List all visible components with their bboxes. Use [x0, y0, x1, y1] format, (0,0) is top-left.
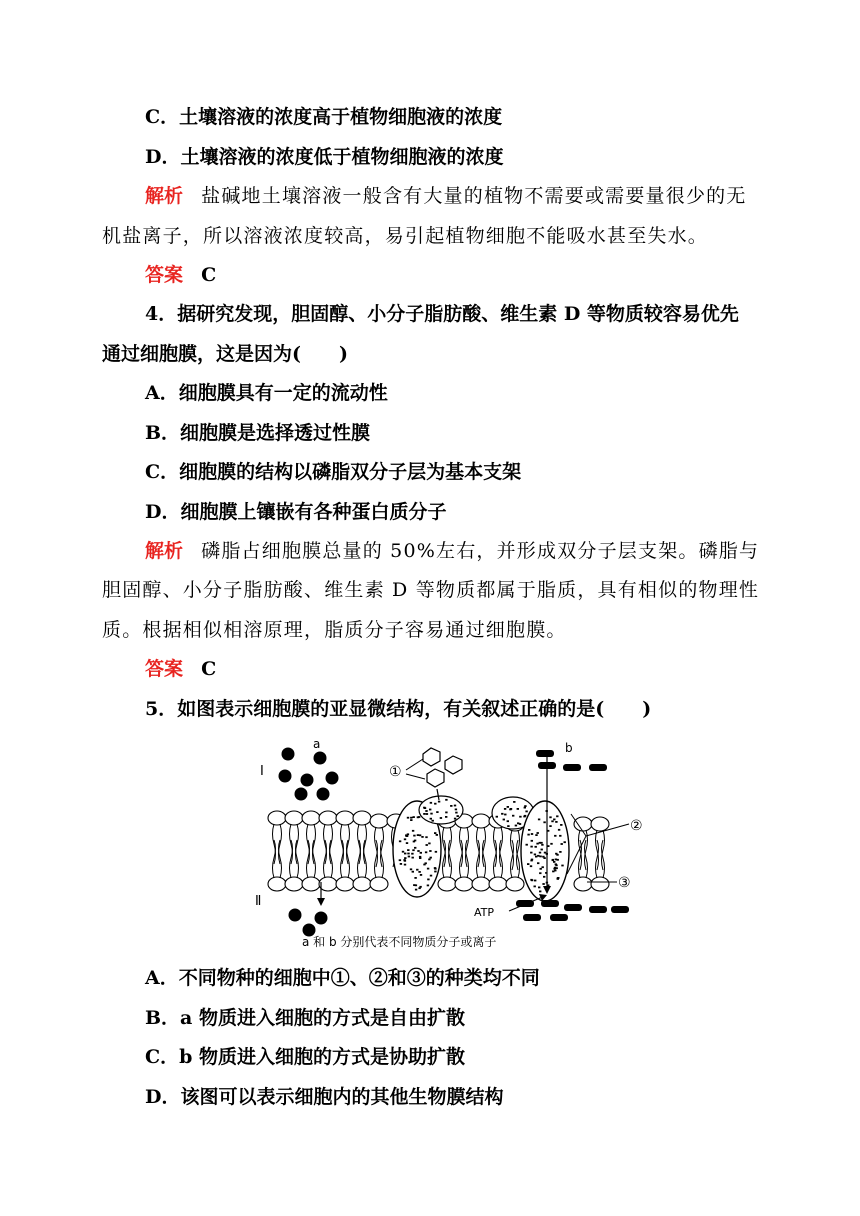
lipid-head — [285, 877, 303, 891]
speckle — [528, 829, 530, 831]
speckle — [414, 877, 416, 879]
speckle — [541, 844, 543, 846]
speckle — [549, 816, 551, 818]
speckle — [412, 849, 414, 851]
lipid-head — [285, 811, 303, 825]
speckle — [515, 825, 517, 827]
lipid-head — [302, 877, 320, 891]
speckle — [556, 815, 558, 817]
particle-a — [326, 772, 339, 785]
ion-b — [611, 906, 629, 913]
q5-stem: 5．如图表示细胞膜的亚显微结构，有关叙述正确的是( ) — [145, 698, 652, 720]
q4-option-d: D．细胞膜上镶嵌有各种蛋白质分子 — [145, 501, 447, 523]
speckle — [555, 853, 557, 855]
analysis-text: 盐碱地土壤溶液一般含有大量的植物不需要或需要量很少的无 — [201, 185, 747, 207]
speckle — [426, 813, 428, 815]
speckle — [411, 853, 413, 855]
speckle — [537, 855, 539, 857]
speckle — [557, 877, 559, 879]
lipid-head — [472, 814, 490, 828]
particle-a — [314, 752, 327, 765]
particle-a — [289, 909, 302, 922]
lipid-head — [438, 877, 456, 891]
lipid-head — [370, 877, 388, 891]
ion-b — [541, 900, 559, 907]
speckle — [510, 808, 512, 810]
speckle — [555, 859, 557, 861]
speckle — [413, 816, 415, 818]
ion-b — [589, 906, 607, 913]
ion-b — [523, 914, 541, 921]
speckle — [543, 821, 545, 823]
speckle — [530, 852, 532, 854]
speckle — [564, 841, 566, 843]
particle-a — [295, 788, 308, 801]
lipid-head — [591, 817, 609, 831]
glycocalyx-sugar-chain — [423, 748, 462, 800]
q3-option-d: D．土壤溶液的浓度低于植物细胞液的浓度 — [145, 146, 504, 168]
speckle — [507, 806, 509, 808]
lipid-head — [574, 877, 592, 891]
speckle — [429, 850, 431, 852]
speckle — [504, 814, 506, 816]
speckle — [407, 849, 409, 851]
speckle — [407, 853, 409, 855]
speckle — [399, 859, 401, 861]
speckle — [436, 811, 438, 813]
particle-a — [315, 912, 328, 925]
lipid-head — [319, 811, 337, 825]
speckle — [550, 843, 552, 845]
ion-b — [516, 900, 534, 907]
speckle — [430, 818, 432, 820]
speckle — [503, 819, 505, 821]
speckle — [539, 872, 541, 874]
speckle — [539, 856, 541, 858]
lipid-head — [506, 877, 524, 891]
speckle — [419, 834, 421, 836]
speckle — [457, 815, 459, 817]
speckle — [420, 852, 422, 854]
speckle — [445, 816, 447, 818]
speckle — [412, 830, 414, 832]
speckle — [519, 823, 521, 825]
ion-b — [538, 762, 556, 769]
speckle — [535, 846, 537, 848]
speckle — [534, 880, 536, 882]
label-1: ① — [389, 764, 402, 780]
lipid-head — [268, 877, 286, 891]
ion-b — [536, 750, 554, 757]
speckle — [558, 829, 560, 831]
speckle — [425, 851, 427, 853]
speckle — [420, 874, 422, 876]
speckle — [556, 867, 558, 869]
speckle — [555, 821, 557, 823]
label-b: b — [565, 741, 573, 755]
speckle — [423, 813, 425, 815]
speckle — [434, 871, 436, 873]
speckle — [402, 851, 404, 853]
label-side-I: Ⅰ — [260, 764, 264, 779]
speckle — [438, 801, 440, 803]
speckle — [400, 863, 402, 865]
speckle — [530, 846, 532, 848]
speckle — [412, 871, 414, 873]
cell-membrane-figure — [255, 734, 650, 954]
ion-b — [550, 914, 568, 921]
q3-analysis-line2: 机盐离子，所以溶液浓度较高，易引起植物细胞不能吸水甚至失水。 — [102, 225, 709, 247]
analysis-label: 解析 — [145, 185, 184, 207]
ion-b — [589, 764, 607, 771]
speckle — [406, 842, 408, 844]
speckle — [519, 816, 521, 818]
particle-a — [317, 788, 330, 801]
speckle — [543, 876, 545, 878]
speckle — [408, 856, 410, 858]
ion-b — [564, 904, 582, 911]
speckle — [405, 834, 407, 836]
ion-b — [563, 764, 581, 771]
speckle — [538, 819, 540, 821]
speckle — [507, 820, 509, 822]
lipid-head — [302, 811, 320, 825]
speckle — [430, 857, 432, 859]
speckle — [427, 885, 429, 887]
particle-a — [301, 774, 314, 787]
particle-a — [279, 770, 292, 783]
speckle — [531, 859, 533, 861]
speckle — [531, 840, 533, 842]
q5-option-c: C．b 物质进入细胞的方式是协助扩散 — [145, 1046, 466, 1068]
speckle — [410, 868, 412, 870]
speckle — [541, 849, 543, 851]
speckle — [531, 879, 533, 881]
speckle — [415, 889, 417, 891]
speckle — [501, 813, 503, 815]
q4-option-b: B．细胞膜是选择透过性膜 — [145, 422, 371, 444]
speckle — [525, 811, 527, 813]
speckle — [413, 841, 415, 843]
speckle — [423, 807, 425, 809]
speckle — [524, 815, 526, 817]
speckle — [542, 866, 544, 868]
speckle — [455, 809, 457, 811]
speckle — [526, 844, 528, 846]
speckle — [553, 819, 555, 821]
speckle — [560, 824, 562, 826]
speckle — [435, 851, 437, 853]
lipid-head — [319, 877, 337, 891]
answer-value: C — [201, 658, 217, 680]
lipid-head — [455, 877, 473, 891]
lipid-head — [353, 877, 371, 891]
arrow-head — [317, 898, 325, 906]
label-side-II: Ⅱ — [255, 894, 262, 909]
speckle — [496, 816, 498, 818]
speckle — [427, 868, 429, 870]
speckle — [404, 857, 406, 859]
speckle — [404, 864, 406, 866]
speckle — [504, 808, 506, 810]
speckle — [407, 817, 409, 819]
label-2: ② — [630, 818, 643, 834]
speckle — [404, 853, 406, 855]
speckle — [539, 852, 541, 854]
speckle — [455, 812, 457, 814]
sugar-ring — [423, 748, 440, 766]
q4-analysis-line3: 质。根据相似相溶原理，脂质分子容易通过细胞膜。 — [102, 619, 567, 641]
speckle — [530, 865, 532, 867]
q4-option-c: C．细胞膜的结构以磷脂双分子层为基本支架 — [145, 461, 522, 483]
speckle — [517, 808, 519, 810]
q5-option-b: B．a 物质进入细胞的方式是自由扩散 — [145, 1007, 465, 1029]
speckle — [445, 812, 447, 814]
speckle — [430, 802, 432, 804]
speckle — [417, 850, 419, 852]
speckle — [535, 856, 537, 858]
analysis-label: 解析 — [145, 540, 184, 562]
speckle — [524, 807, 526, 809]
speckle — [561, 843, 563, 845]
speckle — [559, 851, 561, 853]
answer-value: C — [201, 264, 217, 286]
speckle — [553, 861, 555, 863]
speckle — [434, 868, 436, 870]
speckle — [561, 865, 563, 867]
speckle — [421, 836, 423, 838]
speckle — [430, 813, 432, 815]
speckle — [454, 805, 456, 807]
speckle — [555, 864, 557, 866]
speckle — [399, 840, 401, 842]
speckle — [535, 834, 537, 836]
speckle — [534, 886, 536, 888]
lipid-head — [370, 814, 388, 828]
speckle — [539, 891, 541, 893]
lipid-head — [353, 811, 371, 825]
speckle — [552, 859, 554, 861]
figure-caption: a 和 b 分别代表不同物质分子或离子 — [302, 935, 497, 949]
q5-option-a: A．不同物种的细胞中①、②和③的种类均不同 — [145, 967, 540, 989]
speckle — [425, 810, 427, 812]
speckle — [419, 886, 421, 888]
speckle — [542, 883, 544, 885]
speckle — [410, 819, 412, 821]
label-atp: ATP — [474, 906, 495, 919]
lipid-head — [336, 877, 354, 891]
speckle — [537, 862, 539, 864]
q4-stem-line1: 4．据研究发现，胆固醇、小分子脂肪酸、维生素 D 等物质较容易优先 — [145, 303, 739, 325]
speckle — [436, 834, 438, 836]
particle-a — [282, 748, 295, 761]
speckle — [413, 835, 415, 837]
q4-answer — [145, 657, 216, 681]
answer-label: 答案 — [145, 658, 184, 680]
q3-option-c: C．土壤溶液的浓度高于植物细胞液的浓度 — [145, 106, 503, 128]
speckle — [450, 805, 452, 807]
speckle — [419, 856, 421, 858]
lipid-head — [472, 877, 490, 891]
q4-option-a: A．细胞膜具有一定的流动性 — [145, 382, 388, 404]
sugar-ring — [445, 756, 462, 774]
speckle — [404, 838, 406, 840]
speckle — [428, 843, 430, 845]
lipid-head — [489, 877, 507, 891]
speckle — [554, 835, 556, 837]
speckle — [527, 834, 529, 836]
q3-answer — [145, 263, 216, 287]
q3-analysis-line1 — [145, 184, 747, 208]
speckle — [429, 809, 431, 811]
speckle — [432, 820, 434, 822]
speckle — [427, 879, 429, 881]
answer-label: 答案 — [145, 264, 184, 286]
speckle — [434, 803, 436, 805]
speckle — [534, 854, 536, 856]
speckle — [531, 833, 533, 835]
speckle — [418, 871, 420, 873]
speckle — [551, 820, 553, 822]
speckle — [445, 799, 447, 801]
speckle — [428, 859, 430, 861]
speckle — [559, 835, 561, 837]
speckle — [417, 816, 419, 818]
speckle — [415, 884, 417, 886]
speckle — [404, 860, 406, 862]
label-3: ③ — [618, 875, 631, 891]
speckle — [512, 815, 514, 817]
speckle — [416, 869, 418, 871]
speckle — [540, 868, 542, 870]
speckle — [552, 871, 554, 873]
q4-analysis-line1 — [145, 539, 759, 563]
q4-stem-line2: 通过细胞膜，这是因为( ) — [102, 343, 348, 365]
speckle — [426, 844, 428, 846]
leader-line-1 — [406, 759, 423, 770]
speckle — [434, 832, 436, 834]
lipid-head — [336, 811, 354, 825]
speckle — [507, 825, 509, 827]
speckle — [417, 834, 419, 836]
speckle — [513, 801, 515, 803]
speckle — [454, 818, 456, 820]
sugar-ring — [427, 769, 444, 787]
q4-analysis-line2: 胆固醇、小分子脂肪酸、维生素 D 等物质都属于脂质，具有相似的物理性 — [102, 579, 760, 601]
speckle — [423, 864, 425, 866]
leader-line-1 — [406, 774, 425, 779]
lipid-head — [268, 811, 286, 825]
speckle — [430, 875, 432, 877]
speckle — [536, 843, 538, 845]
speckle — [527, 863, 529, 865]
analysis-text: 磷脂占细胞膜总量的 50%左右，并形成双分子层支架。磷脂与 — [201, 540, 760, 562]
speckle — [425, 836, 427, 838]
label-a: a — [313, 737, 321, 751]
speckle — [410, 817, 412, 819]
speckle — [549, 825, 551, 827]
q5-option-d: D．该图可以表示细胞内的其他生物膜结构 — [145, 1086, 504, 1108]
speckle — [539, 842, 541, 844]
speckle — [414, 847, 416, 849]
speckle — [537, 832, 539, 834]
speckle — [542, 856, 544, 858]
lipid-head — [574, 817, 592, 831]
speckle — [440, 817, 442, 819]
leader-line-2 — [567, 836, 586, 874]
lipid-head — [591, 877, 609, 891]
speckle — [538, 887, 540, 889]
speckle — [412, 857, 414, 859]
